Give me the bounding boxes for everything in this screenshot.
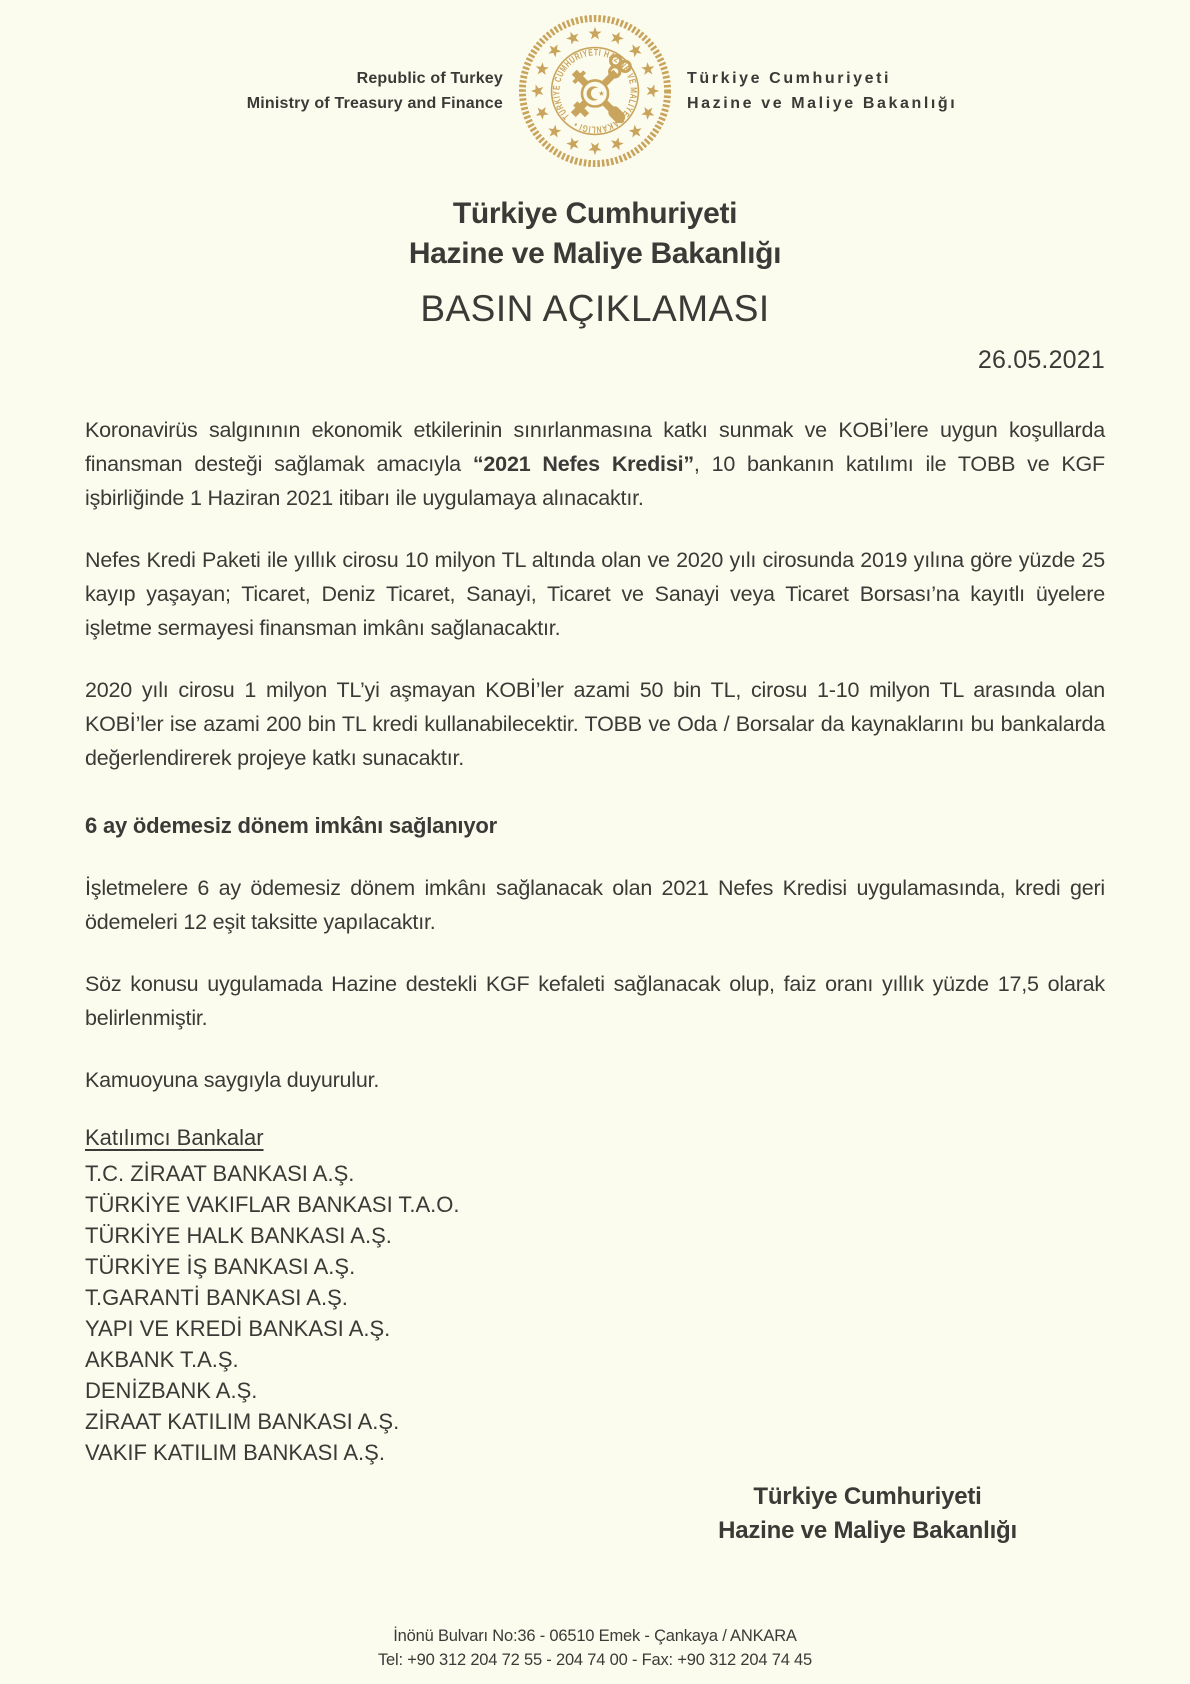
seal-ring-text: TÜRKİYE CUMHURİYETİ HAZİNE VE MALİYE BAKANLIĞI • <box>551 47 639 135</box>
press-release-heading: BASIN AÇIKLAMASI <box>420 288 770 329</box>
letterhead-english-line2: Ministry of Treasury and Finance <box>246 95 503 112</box>
paragraph-2: Nefes Kredi Paketi ile yıllık cirosu 10 milyon TL altında olan ve 2020 yılı cirosunda 2019 yılına göre yüzde 25 kayıp yaşayan; Ticaret, Deniz Ticaret, Sanayi, Ticaret ve Sanayi veya Ticaret Borsası’na kayıtlı üyelere işletme sermayesi finansman imkânı sağlanacaktır. <box>85 548 1105 640</box>
paragraph-1-text-end: , 10 bankanın katılımı ile TOBB ve KGF işbirliğinde 1 Haziran 2021 itibarı ile uygulamaya alınacaktır. <box>85 452 1105 510</box>
paragraph-1-text: Koronavirüs salgınının ekonomik etkilerinin sınırlanmasına katkı sunmak ve KOBİ’lere uygun koşullarda finansman desteği sağlamak amacıyla <box>85 418 1105 476</box>
paragraph-5: Söz konusu uygulamada Hazine destekli KGF kefaleti sağlanacak olup, faiz oranı yıllık yüzde 17,5 olarak belirlenmiştir. <box>85 972 1105 1030</box>
letterhead-turkish-line1: Türkiye Cumhuriyeti <box>687 70 892 87</box>
ministry-seal-icon <box>516 12 674 170</box>
document-title-line2: Hazine ve Maliye Bakanlığı <box>408 237 782 270</box>
release-date: 26.05.2021 <box>977 346 1105 374</box>
nefes-kredisi-bold: “2021 Nefes Kredisi” <box>472 452 694 476</box>
document-title <box>85 194 1105 274</box>
body-text <box>85 413 1105 1097</box>
bank-list-item: YAPI VE KREDİ BANKASI A.Ş. <box>85 1316 391 1341</box>
bank-list-item: T.GARANTİ BANKASI A.Ş. <box>85 1285 348 1310</box>
bank-list-item: TÜRKİYE HALK BANKASI A.Ş. <box>85 1223 392 1248</box>
signature-line2: Hazine ve Maliye Bakanlığı <box>718 1517 1017 1544</box>
bank-list-item: ZİRAAT KATILIM BANKASI A.Ş. <box>85 1409 400 1434</box>
letterhead <box>85 10 1105 172</box>
footer-phone-fax: Tel: +90 312 204 72 55 - 204 74 00 - Fax: +90 312 204 74 45 <box>377 1651 813 1669</box>
bank-list-item: T.C. ZİRAAT BANKASI A.Ş. <box>85 1161 355 1186</box>
paragraph-4: İşletmelere 6 ay ödemesiz dönem imkânı sağlanacak olan 2021 Nefes Kredisi uygulamasında, kredi geri ödemeleri 12 eşit taksitte yapılacaktır. <box>85 876 1105 934</box>
paragraph-3: 2020 yılı cirosu 1 milyon TL’yi aşmayan KOBİ’ler azami 50 bin TL, cirosu 1-10 milyon TL arasında olan KOBİ’ler ise azami 200 bin TL kredi kullanabilecektir. TOBB ve Oda / Borsalar da kaynaklarını bu bankalarda değerlendirerek projeye katkı sunacaktır. <box>85 678 1105 770</box>
signature-block <box>718 1480 1017 1548</box>
seal-crossed-keys-icon <box>573 56 630 118</box>
footer-contact <box>0 1624 1190 1672</box>
letterhead-turkish <box>687 66 1105 116</box>
bank-list <box>85 1158 1105 1468</box>
bank-list-item: VAKIF KATILIM BANKASI A.Ş. <box>85 1440 385 1465</box>
letterhead-turkish-line2: Hazine ve Maliye Bakanlığı <box>687 95 958 112</box>
letterhead-english-line1: Republic of Turkey <box>356 70 503 87</box>
banks-heading: Katılımcı Bankalar <box>85 1125 264 1150</box>
letterhead-english <box>85 66 503 116</box>
closing-line: Kamuoyuna saygıyla duyurulur. <box>85 1068 380 1092</box>
document-title-line1: Türkiye Cumhuriyeti <box>452 197 738 230</box>
bank-list-item: DENİZBANK A.Ş. <box>85 1378 258 1403</box>
bank-list-item: TÜRKİYE VAKIFLAR BANKASI T.A.O. <box>85 1192 460 1217</box>
paragraph-1 <box>85 413 1105 515</box>
participating-banks-section <box>85 1125 1105 1468</box>
bank-list-item: AKBANK T.A.Ş. <box>85 1347 239 1372</box>
bank-list-item: TÜRKİYE İŞ BANKASI A.Ş. <box>85 1254 356 1279</box>
signature-line1: Türkiye Cumhuriyeti <box>753 1483 982 1510</box>
section-heading: 6 ay ödemesiz dönem imkânı sağlanıyor <box>85 813 497 838</box>
footer-address: İnönü Bulvarı No:36 - 06510 Emek - Çankaya / ANKARA <box>393 1627 797 1645</box>
signature-row <box>85 1480 1105 1548</box>
